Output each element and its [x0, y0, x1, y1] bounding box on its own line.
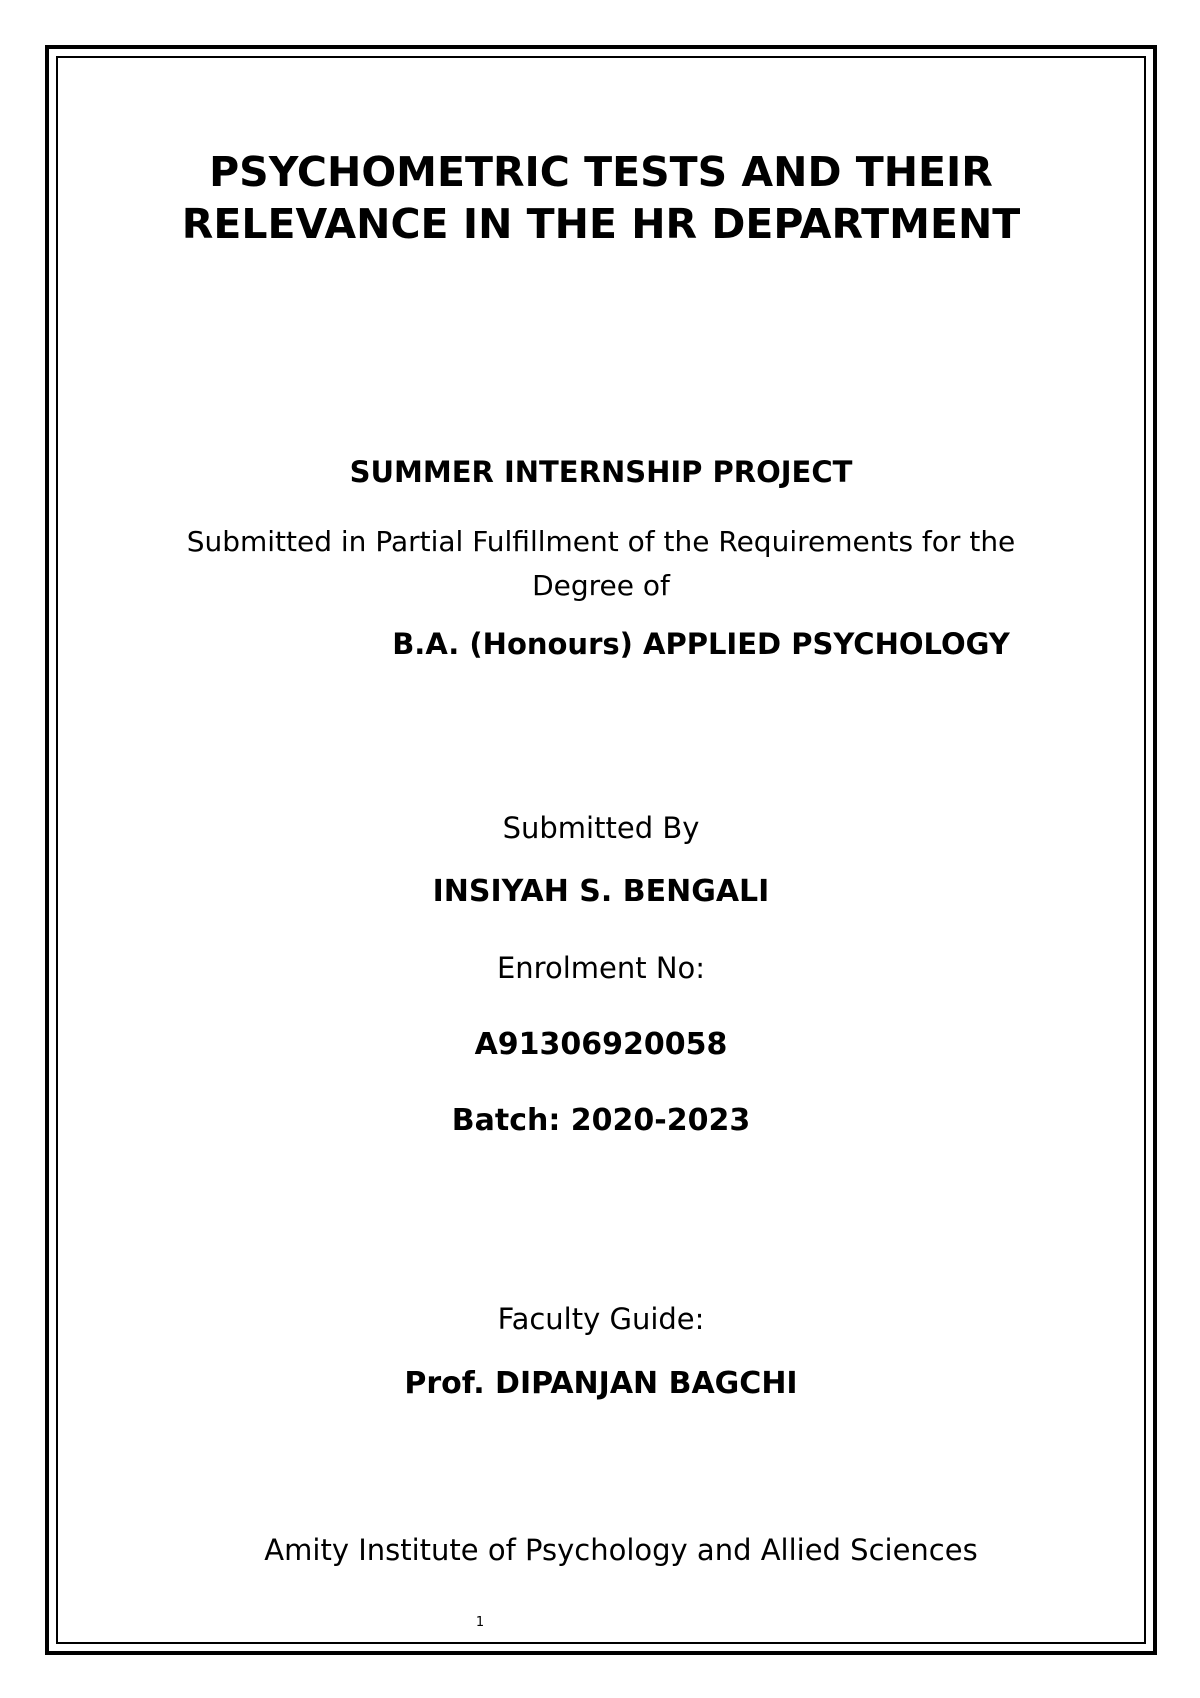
- document-title-line-2: RELEVANCE IN THE HR DEPARTMENT: [181, 200, 1021, 248]
- enrolment-number: A91306920058: [474, 1027, 728, 1062]
- institute-name: Amity Institute of Psychology and Allied Sciences: [264, 1533, 978, 1567]
- enrolment-label: Enrolment No:: [496, 951, 706, 985]
- faculty-guide-name: Prof. DIPANJAN BAGCHI: [404, 1366, 798, 1401]
- submitted-by-label: Submitted By: [502, 811, 700, 845]
- submission-statement: [60, 520, 1142, 608]
- project-type-heading: SUMMER INTERNSHIP PROJECT: [349, 455, 853, 489]
- submission-statement-line-1: Submitted in Partial Fulfillment of the Requirements for the: [186, 525, 1016, 558]
- faculty-guide-label: Faculty Guide:: [497, 1302, 705, 1336]
- student-name: INSIYAH S. BENGALI: [432, 874, 770, 909]
- page-number: 1: [475, 1615, 485, 1630]
- batch-years: Batch: 2020-2023: [451, 1103, 751, 1138]
- degree-name: B.A. (Honours) APPLIED PSYCHOLOGY: [392, 627, 1010, 661]
- document-title-line-1: PSYCHOMETRIC TESTS AND THEIR: [209, 148, 993, 196]
- page-border-inner: [56, 56, 1146, 1644]
- document-title: [60, 146, 1142, 250]
- submission-statement-line-2: Degree of: [532, 569, 670, 602]
